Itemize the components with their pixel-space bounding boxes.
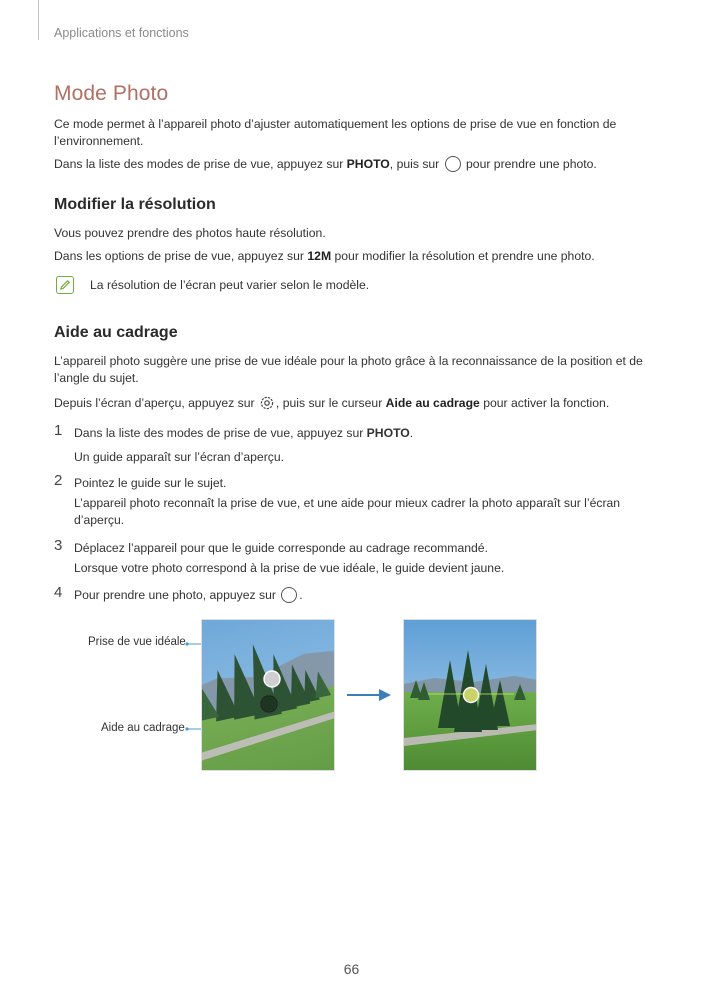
step-subtext: Lorsque votre photo correspond à la prise de vue idéale, le guide devient jaune. — [74, 561, 505, 575]
step-number: 2 — [54, 472, 63, 489]
step-subtext: L’appareil photo reconnaît la prise de vue, et une aide pour mieux cadrer la photo apparaît sur l’écran d’aperçu. — [74, 496, 621, 527]
text: , puis sur — [389, 157, 443, 171]
step-text — [74, 425, 654, 442]
page-number: 66 — [343, 961, 360, 977]
photo-mode-name: PHOTO — [366, 426, 410, 440]
text: pour modifier la résolution et prendre une photo. — [331, 249, 595, 263]
framing-paragraph-2 — [54, 395, 654, 412]
preview-photo-after — [403, 619, 537, 771]
label-ideal-shot: Prise de vue idéale — [88, 636, 186, 648]
text: Pour prendre une photo, appuyez sur — [74, 588, 280, 602]
step-number: 1 — [54, 422, 63, 439]
text: Dans les options de prise de vue, appuyez sur — [54, 249, 308, 263]
step-number: 3 — [54, 537, 63, 554]
label-framing-guide: Aide au cadrage — [101, 722, 185, 734]
page-title: Mode Photo — [54, 82, 169, 105]
framing-paragraph-1: L’appareil photo suggère une prise de vue idéale pour la photo grâce à la reconnaissance de la position et de l’angle du sujet. — [54, 354, 643, 385]
step-text: Pointez le guide sur le sujet. — [74, 476, 227, 490]
framing-toggle-name: Aide au cadrage — [385, 396, 480, 410]
text: pour activer la fonction. — [479, 396, 610, 410]
shutter-icon — [445, 156, 461, 172]
preview-photo-before — [201, 619, 335, 771]
step-number: 4 — [54, 584, 63, 601]
resolution-heading: Modifier la résolution — [54, 196, 216, 213]
photo-mode-name: PHOTO — [346, 157, 390, 171]
framing-guide-marker-active — [464, 688, 479, 703]
note-icon — [56, 276, 74, 294]
step-text — [74, 587, 654, 604]
step-subtext: Un guide apparaît sur l’écran d’aperçu. — [74, 450, 285, 464]
intro-paragraph-2 — [54, 156, 654, 173]
text: pour prendre une photo. — [462, 157, 597, 171]
resolution-paragraph-1: Vous pouvez prendre des photos haute résolution. — [54, 226, 326, 240]
resolution-paragraph-2 — [54, 248, 654, 265]
text: . — [299, 588, 303, 602]
header-rule — [38, 0, 39, 40]
step-text: Déplacez l’appareil pour que le guide corresponde au cadrage recommandé. — [74, 541, 488, 555]
text: Depuis l’écran d’aperçu, appuyez sur — [54, 396, 258, 410]
settings-gear-icon — [259, 395, 275, 411]
shutter-icon — [281, 587, 297, 603]
arrow-right-icon — [345, 687, 393, 703]
text: Dans la liste des modes de prise de vue, appuyez sur — [74, 426, 367, 440]
text: . — [409, 426, 414, 440]
framing-heading: Aide au cadrage — [54, 324, 178, 341]
resolution-note: La résolution de l’écran peut varier selon le modèle. — [90, 278, 370, 292]
intro-paragraph-1: Ce mode permet à l’appareil photo d’ajuster automatiquement les options de prise de vue en fonction de l’environnement. — [54, 117, 617, 148]
section-header: Applications et fonctions — [54, 26, 189, 40]
resolution-value: 12M — [307, 249, 332, 263]
ideal-shot-marker — [264, 671, 280, 687]
text: , puis sur le curseur — [275, 396, 386, 410]
text: Dans la liste des modes de prise de vue, appuyez sur — [54, 157, 347, 171]
